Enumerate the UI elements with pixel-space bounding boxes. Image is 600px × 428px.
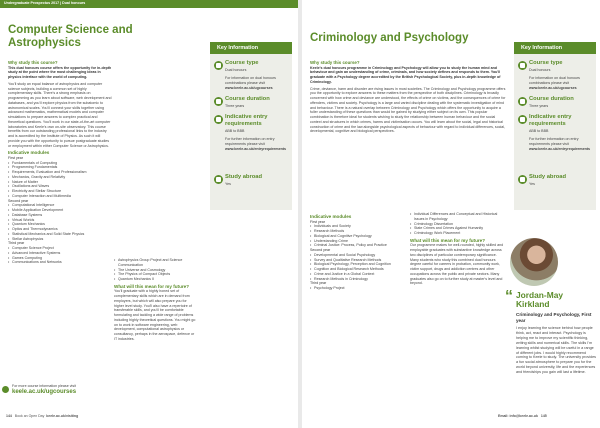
- module-item: • Individuals and Society: [310, 224, 406, 229]
- page-number-left: 144: [6, 414, 12, 418]
- entry-note: For further information on entry requirements please visit: [529, 137, 579, 146]
- module-item: • Advanced Interactive Systems: [8, 251, 112, 256]
- study-abroad-value: Yes: [529, 182, 535, 186]
- body-paragraph: You'll study an equal balance of astrophysics and computer science subjects, building a common set of highly complementary skills. There's a strong emphasis on programming as you learn about software, web development and databases, and you'll explore physics from the subatomic to astronomical scales. You'll connect your skills together using advanced mathematics, mathematical models and computer simulations to prepare answers to complex practical and theoretical questions. You'll work in our state-of-the-art computer laboratories and Keele's own on-site observatory. This course benefits from our outstanding professional links to the industry and is accredited by the Institute of Physics. As such it will provide you with the opportunity to pursue postgraduate studies or employment within either Computer Science or Astrophysics.: [8, 81, 112, 148]
- module-item: • Cognition and Biological Research Methods: [310, 267, 406, 272]
- entry-title: Indicative entry requirements: [529, 114, 572, 127]
- more-info-link[interactable]: keele.ac.uk/ugcourses: [12, 389, 77, 395]
- first-year-label: First year: [8, 155, 23, 160]
- info-icon: [2, 386, 9, 393]
- right-modules-column: [310, 212, 406, 291]
- module-item: • Understanding Crime: [310, 239, 406, 244]
- module-item: • Criminal Justice: Process, Policy and Practice: [310, 243, 406, 248]
- key-information-heading: Key Information: [210, 42, 292, 54]
- module-item: • Mobile Application Development: [8, 208, 112, 213]
- module-item: • Nature of Matter: [8, 180, 112, 185]
- entry-link[interactable]: www.keele.ac.uk/entryrequirements: [225, 147, 286, 151]
- right-main-column: [310, 60, 506, 136]
- page-title-left: Computer Science and Astrophysics: [8, 24, 133, 49]
- footer-text-left: Book an Open Day: [14, 414, 45, 418]
- more-info-text: For more course information please visit: [12, 384, 76, 388]
- entry-icon: [214, 115, 223, 124]
- study-abroad-title: Study abroad: [225, 174, 263, 180]
- module-item: • Stellar Astrophysics: [8, 237, 112, 242]
- module-item: • Requirements, Evaluation and Professionalism: [8, 170, 112, 175]
- module-item: • Survey and Qualitative Research Methods: [310, 258, 406, 263]
- quote-icon: “: [505, 288, 513, 305]
- footer-link-left[interactable]: keele.ac.uk/visiting: [46, 414, 79, 418]
- module-item: • Biological and Cognitive Psychology: [310, 234, 406, 239]
- key-information-panel: [210, 42, 292, 210]
- module-item: • Communications and Networks: [8, 260, 112, 265]
- module-item: • Astrophysics Group Project and Science Communication: [114, 258, 196, 268]
- left-main-column: [8, 60, 112, 265]
- key-information-heading: Key Information: [514, 42, 596, 54]
- module-item: • Quantum Mechanics II: [114, 277, 196, 282]
- student-course: Criminology and Psychology, First year: [516, 312, 592, 323]
- entry-value: ABB to BBB: [529, 129, 549, 133]
- course-type-value: Dual honours: [225, 68, 247, 72]
- course-type-note: For information on dual honours combinations please visit: [529, 76, 580, 85]
- module-item: • Biological Psychology, Perception and Cognition: [310, 262, 406, 267]
- module-item: • Virtual Worlds: [8, 218, 112, 223]
- body-paragraph: Crime, deviance, harm and disorder are rising issues in most societies. The Criminology and Psychology programme offers you the opportunity to explore answers to these matters from the perspective of both disciplines. Criminology is broadly concerned with how crime and deviance are understood, the effects of crime on victims, and the consequences of crime for offenders, victims and society. Psychology is a large and varied discipline dealing with the systematic investigation of mind and behaviour. There is a natural overlap between Criminology and Psychology which offers the opportunity to acquire a fuller understanding of these questions than would be gained by studying either subject on its own. This popular combination is therefore ideal for students wishing to study the relationship between human behaviour and the social context and structures in which crimes, harms and victimisation occurs. You will learn about the social, legal and historical construction of crime and the law alongside psychological aspects of behaviour with regard to individual differences, social, developmental, cognitive and biological perspectives.: [310, 86, 506, 134]
- duration-value: Three years: [529, 104, 549, 108]
- module-item: • Criminology Work Placement: [410, 231, 506, 236]
- entry-title: Indicative entry requirements: [225, 114, 268, 127]
- module-item: • Computer Interaction and Multimedia: [8, 194, 112, 199]
- future-heading: What will this mean for my future?: [410, 237, 486, 243]
- key-information-panel: [514, 42, 596, 210]
- module-item: • Quantum Mechanics: [8, 222, 112, 227]
- student-testimonial: I enjoy learning the science behind how people think, act, react and interact. Psychology is helping me to improve my scientific thinking, writing skills and numerical skills. The skills I'm learning whilst studying will be useful in a range of different jobs. I would highly recommend coming to Keele to study. The university provides a fun social atmosphere to prepare you for the world beyond university, life and the experiences and friendships you gain will last a lifetime.: [516, 326, 597, 375]
- module-item: • The Universe and Cosmology: [114, 268, 196, 273]
- future-heading: What will this mean for my future?: [114, 283, 190, 289]
- module-item: • Research Methods: [310, 229, 406, 234]
- module-item: • Psychology Project: [310, 286, 406, 291]
- study-abroad-title: Study abroad: [529, 174, 567, 180]
- footer-left: [6, 414, 78, 418]
- header-bar: [0, 0, 298, 8]
- module-item: • Statistical Mechanics and Solid State Physics: [8, 232, 112, 237]
- study-abroad-value: Yes: [225, 182, 231, 186]
- course-type-link[interactable]: www.keele.ac.uk/ugcourses: [225, 86, 273, 90]
- entry-link[interactable]: www.keele.ac.uk/entryrequirements: [529, 147, 590, 151]
- first-year-label: First year: [310, 219, 325, 224]
- course-type-link[interactable]: www.keele.ac.uk/ugcourses: [529, 86, 577, 90]
- page-title-right: Criminology and Psychology: [310, 32, 469, 44]
- duration-value: Three years: [225, 104, 245, 108]
- course-type-icon: [518, 61, 527, 70]
- future-text: Our programme makes for well-rounded, highly skilled and employable graduates with substantive knowledge across two disciplines of particular contemporary significance. Many students who study this combined dual honours degree careful for careers in probation, community work, victim support, drugs and addiction centres and other occupations across the public and private sectors. Many graduates also go on to further study at master's level and beyond.: [410, 243, 504, 286]
- entry-icon: [518, 115, 527, 124]
- module-item: • State Crimes and Crimes Against Humanity: [410, 226, 506, 231]
- why-heading: Why study this course?: [310, 60, 360, 65]
- study-abroad-icon: [518, 175, 527, 184]
- module-item: • Computational Intelligence: [8, 203, 112, 208]
- course-type-title: Course type: [225, 60, 259, 66]
- lead-paragraph: This dual honours course offers the opportunity for in-depth study at the point where the most challenging ideas in physics interface with the world of computing.: [8, 65, 112, 79]
- footer-text-right[interactable]: Email: info@keele.ac.uk: [498, 414, 538, 418]
- modules-heading: Indicative modules: [8, 150, 50, 156]
- module-item: • Database Systems: [8, 213, 112, 218]
- module-item: • Optics and Thermodynamics: [8, 227, 112, 232]
- module-item: • Electricity and Stellar Structure: [8, 189, 112, 194]
- left-second-column: [114, 258, 196, 344]
- module-item: • Crime and Justice in a Global Context: [310, 272, 406, 277]
- entry-value: ABB to BBB: [225, 129, 245, 133]
- second-year-label: Second year: [310, 248, 331, 253]
- header-section: Undergraduate Prospectus 2017 | Dual honours: [4, 1, 86, 5]
- duration-title: Course duration: [529, 96, 574, 102]
- module-item: • Individual Differences and Conceptual and Historical Issues in Psychology: [410, 212, 506, 222]
- course-type-note: For information on dual honours combinations please visit: [225, 76, 276, 85]
- student-name: Jordan-May Kirkland: [516, 290, 564, 310]
- why-heading: Why study this course?: [8, 60, 58, 65]
- module-item: • Mechanics, Gravity and Relativity: [8, 175, 112, 180]
- course-type-title: Course type: [529, 60, 563, 66]
- left-page: [0, 0, 298, 428]
- module-item: • Computer Science Project: [8, 246, 112, 251]
- duration-icon: [214, 97, 223, 106]
- right-page: [302, 0, 600, 428]
- page-number-right: 145: [540, 414, 547, 418]
- study-abroad-icon: [214, 175, 223, 184]
- duration-icon: [518, 97, 527, 106]
- module-item: • The Physics of Compact Objects: [114, 272, 196, 277]
- module-item: • Oscillations and Waves: [8, 184, 112, 189]
- third-year-label: Third year: [8, 241, 25, 246]
- lead-paragraph: Keele's dual honours programme in Criminology and Psychology will allow you to study the human mind and behaviour and gain an understanding of crime, criminals, and how society defines and responds to them. You'll graduate with a Psychology degree accredited by the British Psychological Society, plus in-depth knowledge of Criminology.: [310, 65, 501, 84]
- future-text: You'll graduate with a highly honed set of complementary skills which are in demand from employers, but which will also prepare you for higher level study. You'll also have a repertoire of transferable skills, and you'll be comfortable formulating and tackling a wide range of problems including highly theoretical questions. You might go on to work in software engineering, web development, computational astrophysics or consultancy, perhaps in the aerospace, defence or IT industries.: [114, 289, 196, 341]
- course-type-icon: [214, 61, 223, 70]
- course-type-value: Dual honours: [529, 68, 551, 72]
- third-year-label: Third year: [310, 281, 327, 286]
- second-year-label: Second year: [8, 198, 29, 203]
- module-item: • Developmental and Social Psychology: [310, 253, 406, 258]
- modules-heading: Indicative modules: [310, 214, 352, 219]
- right-second-column: [410, 212, 506, 288]
- entry-note: For further information on entry requirements please visit: [225, 137, 275, 146]
- module-item: • Programming Fundamentals: [8, 165, 112, 170]
- student-photo: [510, 238, 558, 286]
- module-item: • Criminology Dissertation: [410, 222, 506, 227]
- footer-right: [498, 414, 547, 418]
- module-item: • Fundamentals of Computing: [8, 161, 112, 166]
- module-item: • Research Methods in Criminology: [310, 277, 406, 282]
- module-item: • Games Computing: [8, 256, 112, 261]
- duration-title: Course duration: [225, 96, 270, 102]
